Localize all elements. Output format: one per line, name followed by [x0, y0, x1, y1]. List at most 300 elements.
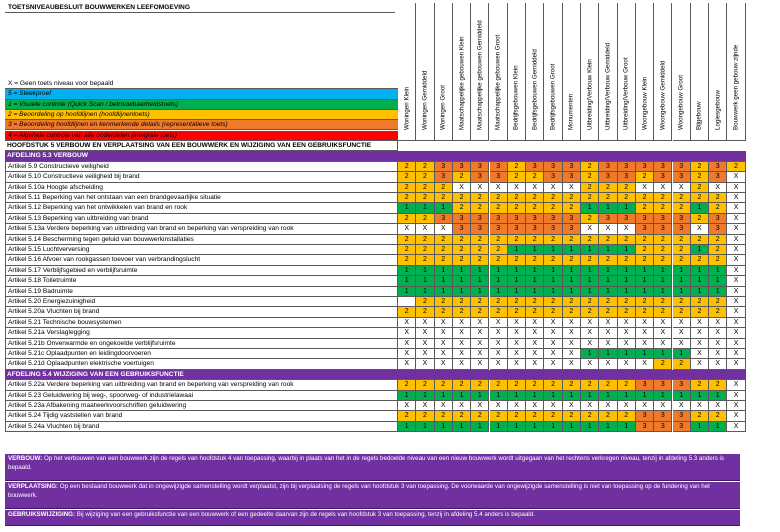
column-header [508, 3, 526, 141]
level-cell: X [508, 328, 526, 338]
level-cell: X [508, 339, 526, 349]
article-label: Artikel 5.19 Badruimte [5, 287, 398, 297]
level-cell: X [581, 339, 599, 349]
level-cell: X [691, 339, 709, 349]
level-cell: 3 [618, 162, 636, 172]
level-cell: 3 [563, 162, 581, 172]
footnote-term: VERBOUW: [8, 455, 43, 462]
level-cell: 2 [398, 235, 416, 245]
level-cell: 1 [508, 276, 526, 286]
column-header [471, 3, 489, 141]
level-cell: 2 [599, 255, 617, 265]
level-cell: X [490, 339, 508, 349]
level-cell: 1 [453, 266, 471, 276]
level-cell: 3 [563, 172, 581, 182]
level-cell: 2 [416, 183, 434, 193]
column-header [416, 3, 434, 141]
level-cell: X [709, 339, 727, 349]
level-cell: X [453, 183, 471, 193]
column-header [654, 3, 672, 141]
level-cell: 2 [618, 255, 636, 265]
level-cell: 1 [581, 203, 599, 213]
level-cell: 1 [709, 266, 727, 276]
footnote-term: VERPLAATSING: [8, 483, 59, 490]
level-cell: X [435, 328, 453, 338]
level-cell: 2 [508, 297, 526, 307]
level-cell: X [435, 339, 453, 349]
level-cell: 2 [618, 297, 636, 307]
level-cell: X [727, 203, 745, 213]
column-header-label: Uitbreiding/Verbouw Groot [622, 57, 630, 130]
level-cell: X [691, 349, 709, 359]
level-cell: 2 [673, 193, 691, 203]
footnote-text: Bij wijziging van een gebruiksfunctie van een bouwwerk of een gedeelte daarvan zijn de regels van hoofdstuk 3 van toepassing, tenzij in afdeling 5.4 anders is bepaald. [75, 511, 535, 518]
level-cell: X [526, 349, 544, 359]
column-header [544, 3, 562, 141]
level-cell: 2 [544, 235, 562, 245]
footnote [5, 482, 740, 509]
level-cell: 1 [599, 422, 617, 432]
level-cell: 1 [435, 391, 453, 401]
level-cell: 2 [563, 307, 581, 317]
level-cell: 2 [709, 245, 727, 255]
level-cell: 2 [709, 380, 727, 390]
level-cell: 1 [563, 276, 581, 286]
level-cell: 1 [599, 266, 617, 276]
level-cell: 1 [398, 203, 416, 213]
level-cell: X [727, 224, 745, 234]
level-cell: 2 [435, 297, 453, 307]
level-cell: 1 [673, 391, 691, 401]
level-cell: 1 [416, 203, 434, 213]
level-cell: 2 [398, 411, 416, 421]
level-cell: 3 [526, 162, 544, 172]
article-label: Artikel 5.20a Vluchten bij brand [5, 307, 398, 317]
level-cell: 3 [654, 214, 672, 224]
level-cell: 2 [526, 172, 544, 182]
level-cell: 2 [599, 380, 617, 390]
footnote-term: GEBRUIKSWIJZIGING: [8, 511, 76, 518]
level-cell: 2 [673, 245, 691, 255]
level-cell: 2 [490, 255, 508, 265]
level-cell: 1 [490, 276, 508, 286]
level-cell: 2 [599, 297, 617, 307]
level-cell: X [544, 339, 562, 349]
level-cell: 2 [453, 307, 471, 317]
level-cell: X [727, 401, 745, 411]
level-cell: 1 [673, 266, 691, 276]
column-header [581, 3, 599, 141]
level-cell: X [471, 401, 489, 411]
level-cell: 2 [618, 411, 636, 421]
level-cell: X [563, 349, 581, 359]
column-header-label: Woongebouw Gemiddeld [659, 60, 667, 130]
level-cell: X [673, 339, 691, 349]
level-cell: X [490, 349, 508, 359]
level-cell: 2 [636, 245, 654, 255]
level-cell: 2 [508, 411, 526, 421]
level-cell: 2 [691, 183, 709, 193]
level-cell: 3 [526, 224, 544, 234]
level-cell: 2 [563, 203, 581, 213]
level-cell: X [691, 359, 709, 369]
level-cell: X [599, 359, 617, 369]
level-cell: 2 [490, 245, 508, 255]
level-cell: 1 [691, 203, 709, 213]
level-cell: 2 [654, 203, 672, 213]
level-cell: X [599, 224, 617, 234]
level-cell: 3 [636, 380, 654, 390]
level-cell: X [544, 328, 562, 338]
level-cell: 2 [636, 193, 654, 203]
level-cell: 2 [526, 255, 544, 265]
level-cell: X [544, 359, 562, 369]
level-cell: 2 [398, 172, 416, 182]
level-cell: 2 [398, 162, 416, 172]
level-cell: X [563, 183, 581, 193]
level-cell: 1 [453, 276, 471, 286]
article-label: Artikel 5.13a Verdere beperking van uitbreiding van brand en beperking van verspreiding van rook [5, 224, 398, 234]
level-cell: 1 [563, 422, 581, 432]
level-cell: 3 [471, 172, 489, 182]
level-cell: 2 [654, 307, 672, 317]
level-cell: X [544, 183, 562, 193]
article-label: Artikel 5.20 Energiezuinigheid [5, 297, 398, 307]
level-cell: X [398, 318, 416, 328]
level-cell: 2 [691, 235, 709, 245]
level-cell: X [727, 266, 745, 276]
level-cell: 2 [673, 297, 691, 307]
article-label: Artikel 5.21c Oplaadpunten en leidingdoorvoeren [5, 349, 398, 359]
level-cell: X [563, 401, 581, 411]
level-cell: 1 [453, 391, 471, 401]
article-label: Artikel 5.14 Bescherming tegen geluid van bouwwerkinstallaties [5, 235, 398, 245]
level-cell: 2 [709, 307, 727, 317]
level-cell: 2 [471, 380, 489, 390]
article-label: Artikel 5.16 Afvoer van rookgassen toevoer van verbrandingslucht [5, 255, 398, 265]
level-cell: X [526, 339, 544, 349]
level-cell: X [618, 328, 636, 338]
level-cell: 2 [398, 214, 416, 224]
level-cell: 1 [636, 287, 654, 297]
level-cell: 2 [398, 183, 416, 193]
level-cell: 1 [471, 422, 489, 432]
level-cell: X [544, 349, 562, 359]
level-cell: 2 [599, 307, 617, 317]
level-cell: 2 [490, 411, 508, 421]
level-cell: 2 [654, 245, 672, 255]
level-cell: 1 [563, 391, 581, 401]
level-cell: X [709, 183, 727, 193]
level-cell: 2 [398, 245, 416, 255]
level-cell: 1 [691, 245, 709, 255]
level-cell: X [673, 183, 691, 193]
level-cell: X [398, 224, 416, 234]
column-header [727, 3, 745, 141]
column-header-label: Bedrijfsgebouwen Groot [549, 63, 557, 130]
level-cell: 2 [691, 255, 709, 265]
level-cell: 1 [416, 276, 434, 286]
column-header-label: Monumenten [567, 93, 575, 130]
level-cell: 1 [709, 391, 727, 401]
level-cell: 3 [654, 411, 672, 421]
level-cell: X [727, 411, 745, 421]
level-cell: 1 [526, 391, 544, 401]
section-header: AFDELING 5.4 WIJZIGING VAN EEN GEBRUIKSFUNCTIE [5, 370, 746, 380]
level-cell: 1 [673, 287, 691, 297]
level-cell: 1 [435, 287, 453, 297]
level-cell: X [398, 328, 416, 338]
level-cell: X [416, 318, 434, 328]
level-cell: 2 [563, 380, 581, 390]
level-cell: 1 [563, 266, 581, 276]
level-cell: 1 [709, 276, 727, 286]
level-cell: X [709, 328, 727, 338]
article-label: Artikel 5.12 Beperking van het ontwikkelen van brand en rook [5, 203, 398, 213]
level-cell: X [618, 401, 636, 411]
level-cell: 3 [544, 162, 562, 172]
article-label: Artikel 5.24 Tijdig vaststellen van brand [5, 411, 398, 421]
level-cell: 2 [435, 255, 453, 265]
level-cell: 1 [398, 422, 416, 432]
chapter-title: HOOFDSTUK 5 VERBOUW EN VERPLAATSING VAN EEN BOUWWERK EN WIJZIGING VAN EEN GEBRUIKSFUNCTIE [5, 141, 398, 151]
column-header-label: Maatschappelijke gebouwen Klein [458, 36, 466, 130]
level-cell: 1 [435, 203, 453, 213]
level-cell: 2 [471, 245, 489, 255]
level-cell: X [636, 318, 654, 328]
level-cell: 1 [453, 287, 471, 297]
level-cell: 2 [544, 297, 562, 307]
level-cell: 1 [416, 287, 434, 297]
level-cell: 2 [453, 203, 471, 213]
level-cell: X [563, 339, 581, 349]
level-cell: 2 [490, 193, 508, 203]
column-header-label: Woongebouw Klein [641, 76, 649, 130]
column-header-label: Maatschappelijke gebouwen Groot [494, 34, 502, 130]
level-cell: 2 [508, 307, 526, 317]
level-cell: 2 [673, 359, 691, 369]
level-cell: 2 [563, 255, 581, 265]
level-cell: 3 [544, 214, 562, 224]
level-cell: 1 [544, 422, 562, 432]
column-header-label: Bedrijfsgebouwen Gemiddeld [531, 49, 539, 130]
level-cell: 2 [581, 307, 599, 317]
level-cell: 3 [599, 172, 617, 182]
sheet-title: TOETSNIVEAUBESLUIT BOUWWERKEN LEEFOMGEVING [5, 3, 395, 13]
level-cell: 3 [673, 422, 691, 432]
level-cell: 1 [618, 422, 636, 432]
level-cell: X [709, 349, 727, 359]
level-cell: 2 [691, 172, 709, 182]
level-cell: 2 [435, 183, 453, 193]
level-cell: 2 [508, 235, 526, 245]
column-header-label: Uitbreiding/Verbouw Gemiddeld [604, 42, 612, 130]
level-cell: 2 [709, 203, 727, 213]
level-cell: 3 [544, 224, 562, 234]
level-cell: 1 [435, 266, 453, 276]
level-cell: X [691, 224, 709, 234]
level-cell: 3 [709, 214, 727, 224]
legend-item: X = Geen toets niveau voor bepaald [5, 79, 398, 89]
level-cell: 2 [581, 255, 599, 265]
level-cell: 3 [508, 224, 526, 234]
level-cell: X [636, 339, 654, 349]
level-cell: 1 [581, 276, 599, 286]
level-cell: 2 [581, 411, 599, 421]
level-cell: X [727, 349, 745, 359]
level-cell: X [727, 307, 745, 317]
level-cell: 2 [618, 235, 636, 245]
level-cell: 2 [416, 214, 434, 224]
level-cell: 2 [563, 193, 581, 203]
column-header [618, 3, 636, 141]
article-label: Artikel 5.13 Beperking van uitbreiding van brand [5, 214, 398, 224]
level-cell: X [526, 328, 544, 338]
column-header [453, 3, 471, 141]
level-cell: 2 [709, 193, 727, 203]
level-cell: 1 [599, 349, 617, 359]
legend-item: 2 = Beoordeling op hoofdlijnen (hoofdlijnentoets) [5, 110, 398, 120]
level-cell: 2 [636, 307, 654, 317]
level-cell: X [453, 359, 471, 369]
level-cell: X [599, 339, 617, 349]
level-cell: 1 [398, 391, 416, 401]
level-cell: X [691, 401, 709, 411]
level-cell: X [544, 318, 562, 328]
level-cell: 1 [599, 287, 617, 297]
level-cell: 2 [544, 411, 562, 421]
level-cell: 1 [599, 276, 617, 286]
level-cell: 3 [709, 224, 727, 234]
level-cell: 1 [563, 287, 581, 297]
level-cell: 2 [490, 307, 508, 317]
level-cell: 1 [654, 391, 672, 401]
level-cell: 2 [398, 193, 416, 203]
level-cell: X [673, 328, 691, 338]
level-cell: X [636, 359, 654, 369]
level-cell: 2 [416, 411, 434, 421]
level-cell: X [709, 401, 727, 411]
level-cell: X [673, 401, 691, 411]
level-cell: 1 [490, 391, 508, 401]
level-cell: X [727, 214, 745, 224]
level-cell: 2 [544, 255, 562, 265]
level-cell: 2 [508, 203, 526, 213]
level-cell: X [636, 183, 654, 193]
level-cell: 2 [727, 162, 745, 172]
article-label: Artikel 5.22a Verdere beperking van uitbreiding van brand en beperking van verspreiding van rook [5, 380, 398, 390]
level-cell: 2 [490, 380, 508, 390]
level-cell: 3 [636, 422, 654, 432]
level-cell: X [453, 339, 471, 349]
level-cell: 2 [416, 307, 434, 317]
level-cell: 2 [453, 297, 471, 307]
level-cell: X [508, 401, 526, 411]
level-cell: 2 [471, 235, 489, 245]
level-cell: 1 [618, 391, 636, 401]
level-cell: 2 [398, 255, 416, 265]
level-cell: 2 [581, 183, 599, 193]
level-cell: 2 [581, 297, 599, 307]
level-cell: X [727, 359, 745, 369]
level-cell: 1 [709, 287, 727, 297]
level-cell: 3 [636, 224, 654, 234]
level-cell: 3 [618, 214, 636, 224]
article-label: Artikel 5.24a Vluchten bij brand [5, 422, 398, 432]
level-cell: 2 [654, 193, 672, 203]
level-cell: 2 [526, 193, 544, 203]
level-cell: 2 [691, 380, 709, 390]
level-cell: 2 [709, 411, 727, 421]
level-cell: 1 [581, 266, 599, 276]
level-cell: 1 [508, 245, 526, 255]
column-header-label: Bouwwerk geen gebouw zijnde [732, 44, 740, 130]
article-label: Artikel 5.23 Geluidwering bij weg-, spoorweg- of industrielawaai [5, 391, 398, 401]
level-cell: X [508, 318, 526, 328]
level-cell: 3 [490, 172, 508, 182]
level-cell: X [526, 359, 544, 369]
level-cell: 1 [581, 422, 599, 432]
level-cell: 2 [435, 307, 453, 317]
level-cell: 3 [544, 172, 562, 182]
level-cell: 1 [544, 391, 562, 401]
level-cell: X [435, 318, 453, 328]
article-label: Artikel 5.11 Beperking van het ontstaan van een brandgevaarlijke situatie [5, 193, 398, 203]
level-cell: 3 [563, 224, 581, 234]
column-header-label: Woningen Gemiddeld [421, 70, 429, 130]
level-cell: X [673, 318, 691, 328]
level-cell: X [526, 318, 544, 328]
level-cell: 3 [471, 214, 489, 224]
level-cell: X [526, 183, 544, 193]
column-header-label: Woongebouw Groot [677, 75, 685, 130]
level-cell: 1 [508, 287, 526, 297]
level-cell: 1 [508, 391, 526, 401]
level-cell: 2 [599, 183, 617, 193]
level-cell: X [636, 401, 654, 411]
level-cell: 2 [435, 411, 453, 421]
column-header [636, 3, 654, 141]
level-cell: 2 [636, 172, 654, 182]
article-label: Artikel 5.21a Verslaglegging [5, 328, 398, 338]
level-cell: 2 [581, 235, 599, 245]
level-cell: 2 [544, 307, 562, 317]
level-cell: 2 [599, 411, 617, 421]
level-cell: X [471, 183, 489, 193]
level-cell: 2 [471, 411, 489, 421]
level-cell: 1 [599, 203, 617, 213]
level-cell: 2 [416, 193, 434, 203]
level-cell: X [727, 276, 745, 286]
level-cell: 2 [581, 172, 599, 182]
level-cell: 1 [471, 266, 489, 276]
level-cell: 2 [398, 307, 416, 317]
level-cell: 2 [636, 203, 654, 213]
level-cell: 1 [544, 245, 562, 255]
level-cell: 3 [508, 214, 526, 224]
level-cell: 2 [544, 203, 562, 213]
level-cell: 1 [435, 276, 453, 286]
article-label: Artikel 5.17 Verblijfsgebied en verblijfsruimte [5, 266, 398, 276]
level-cell: 2 [508, 380, 526, 390]
level-cell: 1 [490, 266, 508, 276]
level-cell: X [563, 359, 581, 369]
level-cell: 3 [636, 162, 654, 172]
level-cell: X [727, 339, 745, 349]
section-header: AFDELING 5.3 VERBOUW [5, 151, 746, 161]
level-cell: 2 [691, 193, 709, 203]
article-label: Artikel 5.21d Oplaadpunten elektrische voertuigen [5, 359, 398, 369]
